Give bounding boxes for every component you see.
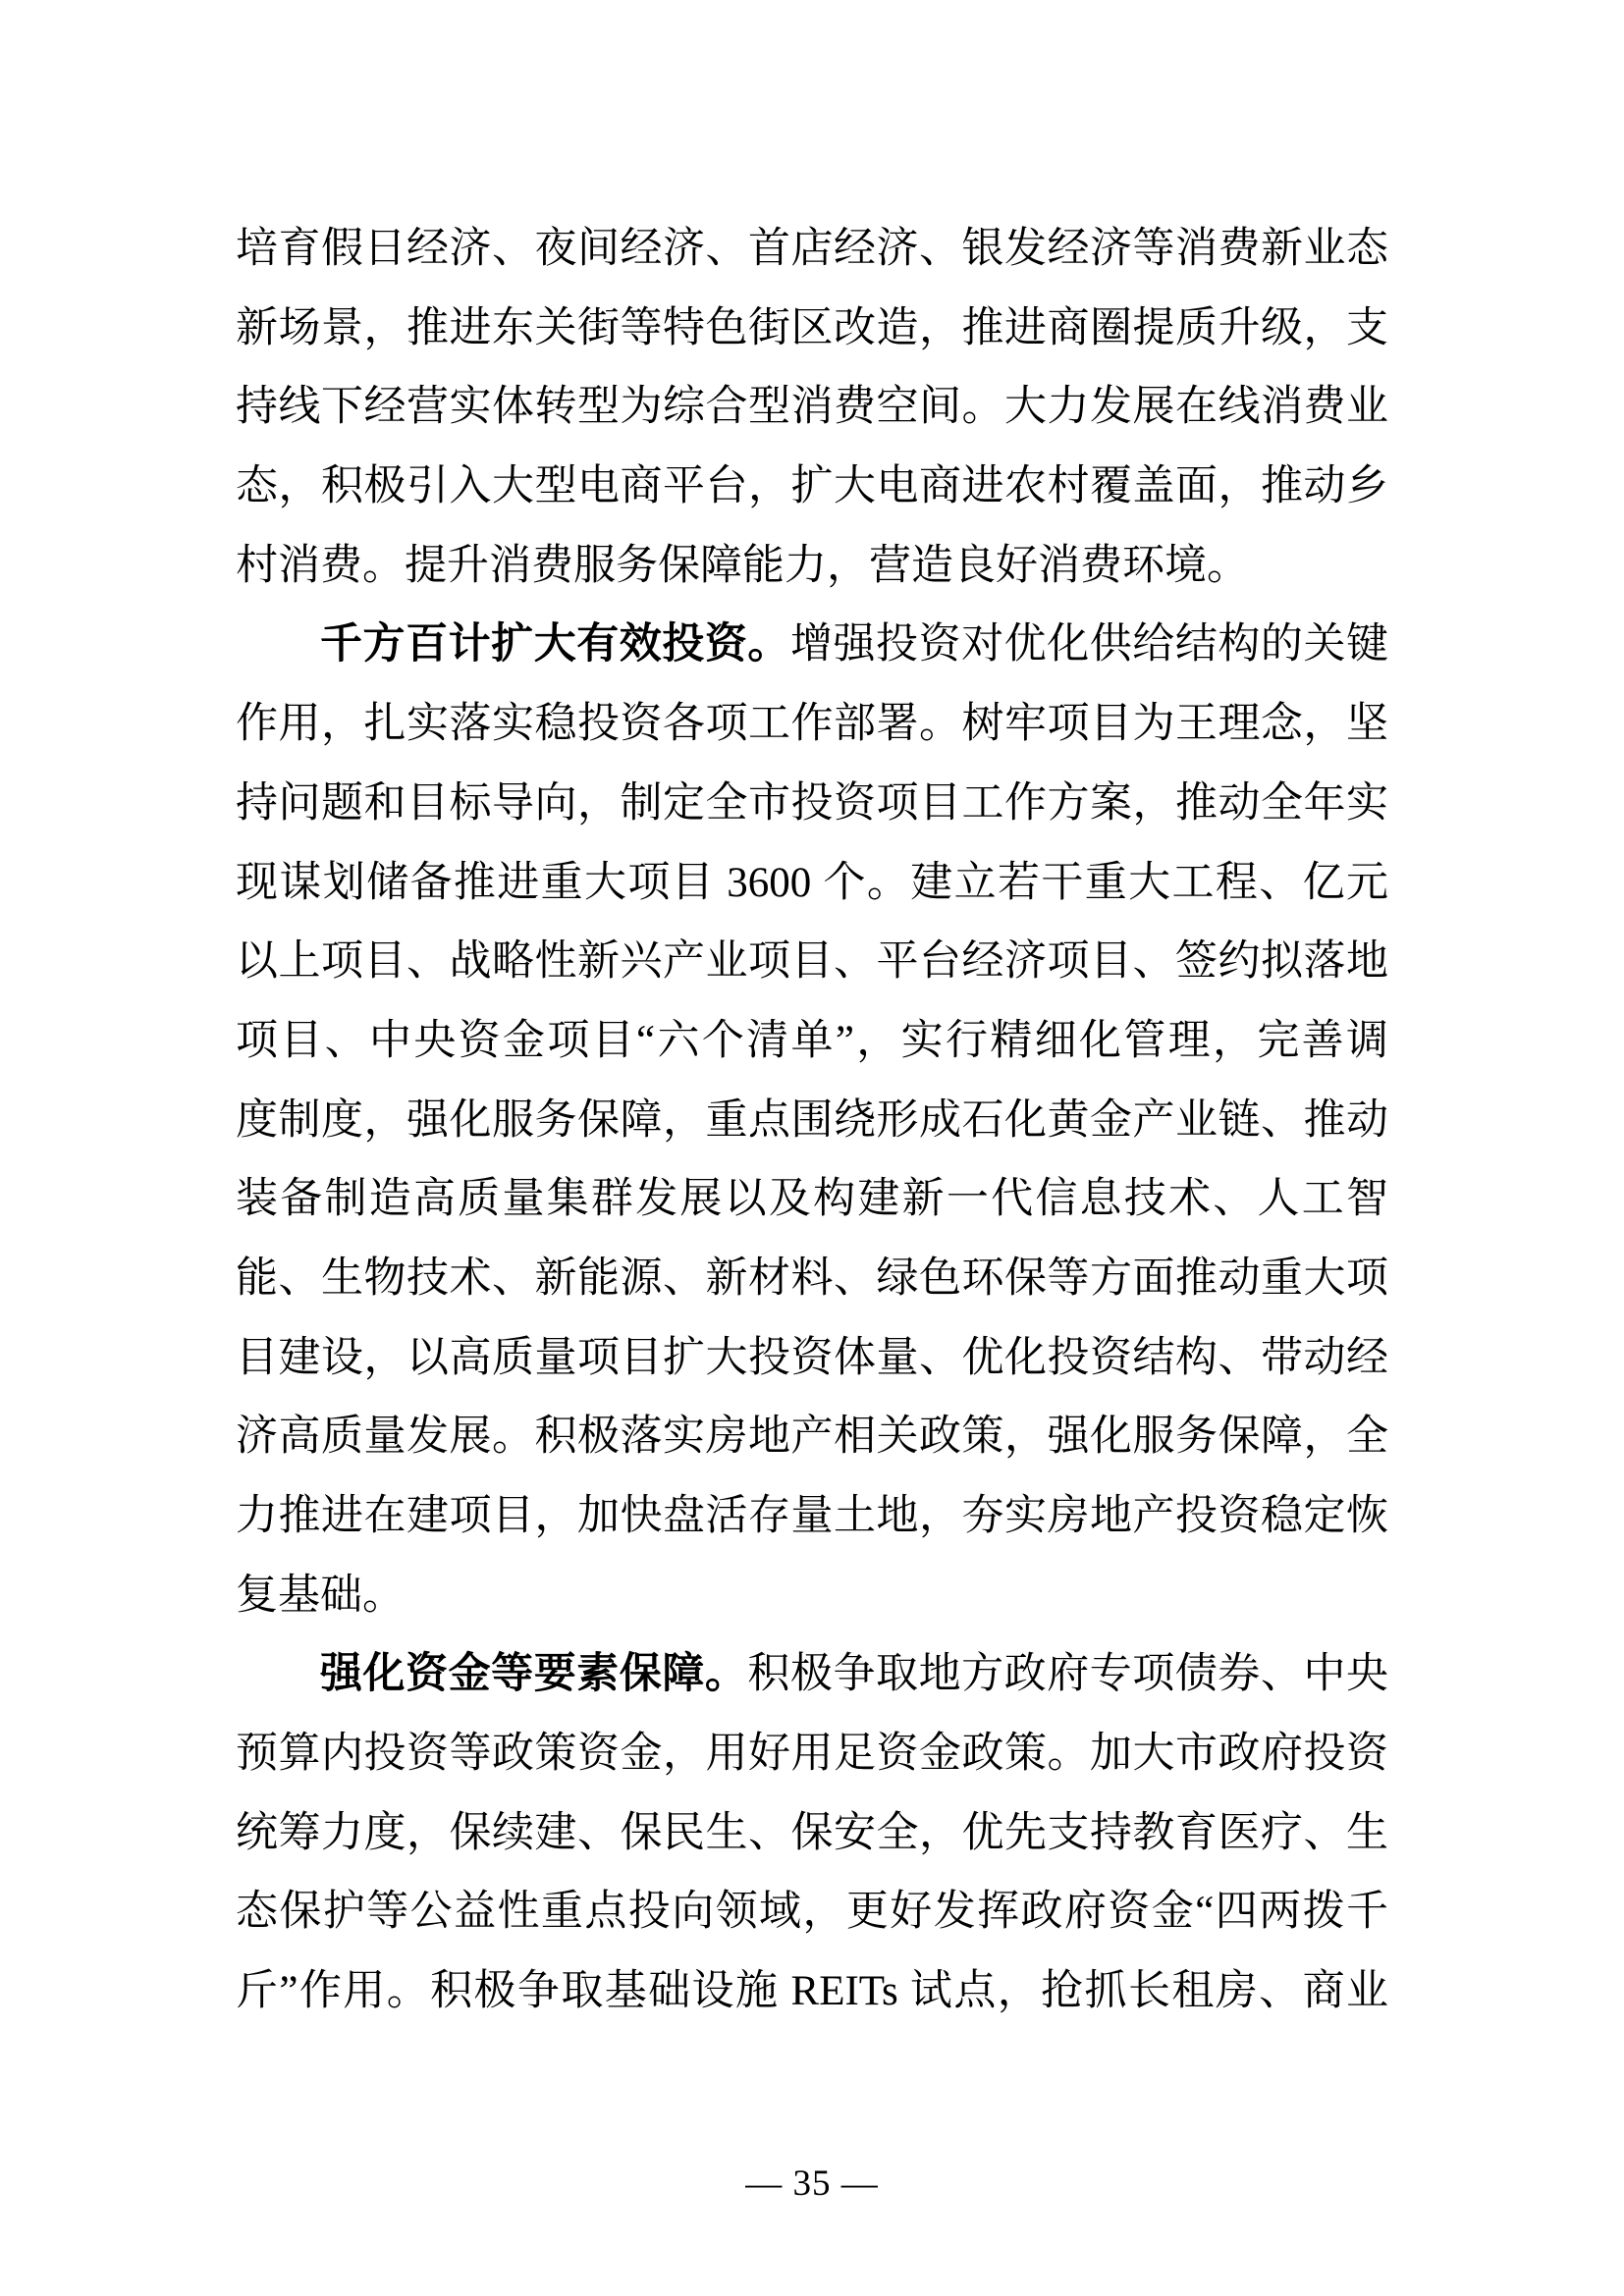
text-segment: 新场景，推进东关街等特色街区改造，推进商圈提质升级，支 <box>236 304 1388 351</box>
text-line-18 <box>236 1557 1388 1636</box>
text-segment: 态，积极引入大型电商平台，扩大电商进农村覆盖面，推动乡 <box>236 463 1388 510</box>
text-line-14 <box>236 1240 1388 1319</box>
text-line-1 <box>236 210 1388 290</box>
text-line-15 <box>236 1319 1388 1399</box>
text-line-9 <box>236 844 1388 924</box>
text-segment: 统筹力度，保续建、保民生、保安全，优先支持教育医疗、生 <box>236 1809 1388 1856</box>
text-line-13 <box>236 1160 1388 1240</box>
text-line-19 <box>236 1635 1388 1715</box>
text-line-4 <box>236 448 1388 527</box>
bold-heading: 强化资金等要素保障。 <box>320 1651 748 1698</box>
text-segment: 目建设，以高质量项目扩大投资体量、优化投资结构、带动经 <box>236 1334 1388 1381</box>
text-segment: 培育假日经济、夜间经济、首店经济、银发经济等消费新业态 <box>236 226 1388 272</box>
text-segment: 复基础。 <box>236 1572 405 1619</box>
text-line-12 <box>236 1082 1388 1161</box>
text-segment: 装备制造高质量集群发展以及构建新一代信息技术、人工智 <box>236 1176 1388 1223</box>
text-line-5 <box>236 527 1388 607</box>
text-segment: 作用，扎实落实稳投资各项工作部署。树牢项目为王理念，坚 <box>236 701 1388 748</box>
text-line-16 <box>236 1398 1388 1477</box>
text-segment: 持问题和目标导向，制定全市投资项目工作方案，推动全年实 <box>236 779 1388 827</box>
text-body <box>236 210 1388 2032</box>
text-line-2 <box>236 290 1388 369</box>
text-line-22 <box>236 1873 1388 1952</box>
text-line-8 <box>236 765 1388 844</box>
text-segment: 现谋划储备推进重大项目 3600 个。建立若干重大工程、亿元 <box>236 859 1388 906</box>
text-segment: 积极争取地方政府专项债券、中央 <box>747 1651 1389 1698</box>
text-segment: 度制度，强化服务保障，重点围绕形成石化黄金产业链、推动 <box>236 1096 1388 1144</box>
text-line-3 <box>236 368 1388 448</box>
text-line-21 <box>236 1794 1388 1874</box>
bold-heading: 千方百计扩大有效投资。 <box>320 621 790 668</box>
text-segment: 村消费。提升消费服务保障能力，营造良好消费环境。 <box>236 542 1249 589</box>
text-line-17 <box>236 1477 1388 1557</box>
text-line-10 <box>236 923 1388 1002</box>
text-line-7 <box>236 685 1388 765</box>
text-line-20 <box>236 1715 1388 1794</box>
text-segment: 增强投资对优化供给结构的关键 <box>789 621 1389 668</box>
text-segment: 态保护等公益性重点投向领域，更好发挥政府资金“四两拨千 <box>236 1889 1388 1936</box>
text-line-11 <box>236 1002 1388 1082</box>
text-segment: 持线下经营实体转型为综合型消费空间。大力发展在线消费业 <box>236 384 1388 431</box>
page-number: — 35 — <box>745 2163 879 2204</box>
text-segment: 斤”作用。积极争取基础设施 REITs 试点，抢抓长租房、商业 <box>236 1968 1388 2015</box>
text-segment: 济高质量发展。积极落实房地产相关政策，强化服务保障，全 <box>236 1414 1388 1461</box>
text-line-23 <box>236 1952 1388 2032</box>
text-segment: 预算内投资等政策资金，用好用足资金政策。加大市政府投资 <box>236 1731 1388 1778</box>
text-line-6 <box>236 606 1388 685</box>
text-segment: 能、生物技术、新能源、新材料、绿色环保等方面推动重大项 <box>236 1255 1388 1302</box>
text-segment: 力推进在建项目，加快盘活存量土地，夯实房地产投资稳定恢 <box>236 1493 1388 1539</box>
text-segment: 以上项目、战略性新兴产业项目、平台经济项目、签约拟落地 <box>236 938 1388 986</box>
text-segment: 项目、中央资金项目“六个清单”，实行精细化管理，完善调 <box>236 1017 1388 1064</box>
